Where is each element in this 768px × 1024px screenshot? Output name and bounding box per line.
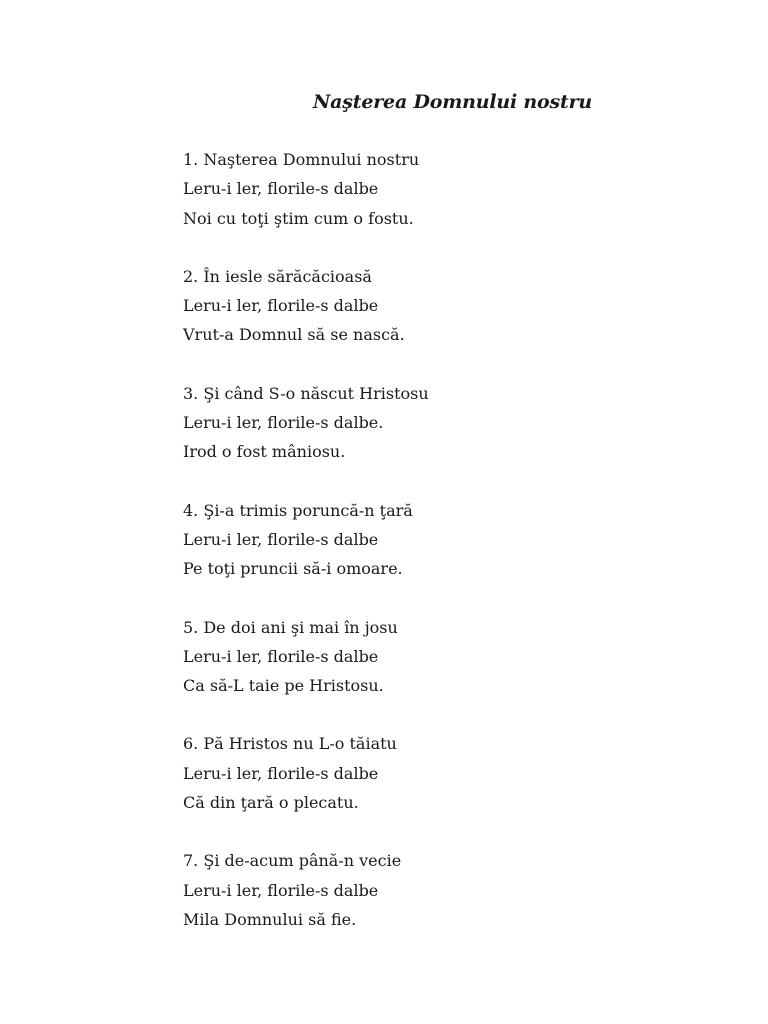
stanza-line: Că din ţară o plecatu. <box>183 793 359 813</box>
stanza-list <box>183 145 663 963</box>
stanza-line: 6. Pă Hristos nu L-o tăiatu <box>183 734 397 754</box>
stanza-line: Leru-i ler, florile-s dalbe <box>183 880 379 900</box>
stanza-line: Noi cu toţi ştim cum o fostu. <box>183 208 414 228</box>
stanza-line: Leru-i ler, florile-s dalbe <box>183 296 379 316</box>
stanza-4 <box>183 496 663 584</box>
document-title: Naşterea Domnului nostru <box>313 91 592 113</box>
stanza-line: 5. De doi ani şi mai în josu <box>183 617 398 637</box>
stanza-line: Leru-i ler, florile-s dalbe <box>183 646 379 666</box>
stanza-line: Leru-i ler, florile-s dalbe <box>183 179 379 199</box>
stanza-line: Leru-i ler, florile-s dalbe <box>183 763 379 783</box>
stanza-line: 4. Şi-a trimis poruncă-n ţară <box>183 500 413 520</box>
stanza-1 <box>183 145 663 233</box>
stanza-line: Vrut-a Domnul să se nască. <box>183 325 405 345</box>
stanza-5 <box>183 613 663 701</box>
stanza-line: Leru-i ler, florile-s dalbe <box>183 529 379 549</box>
stanza-7 <box>183 846 663 934</box>
stanza-line: Ca să-L taie pe Hristosu. <box>183 676 384 696</box>
stanza-line: 1. Naşterea Domnului nostru <box>183 150 420 169</box>
stanza-line: 7. Şi de-acum până-n vecie <box>183 851 402 871</box>
stanza-2 <box>183 262 663 350</box>
stanza-line: Pe toţi pruncii să-i omoare. <box>183 559 403 579</box>
stanza-line: 3. Şi când S-o născut Hristosu <box>183 383 429 403</box>
stanza-line: Leru-i ler, florile-s dalbe. <box>183 413 384 433</box>
stanza-6 <box>183 729 663 817</box>
stanza-line: Mila Domnului să fie. <box>183 909 357 929</box>
stanza-3 <box>183 379 663 467</box>
stanza-line: 2. În iesle sărăcăcioasă <box>183 266 372 286</box>
stanza-line: Irod o fost mâniosu. <box>183 442 346 462</box>
